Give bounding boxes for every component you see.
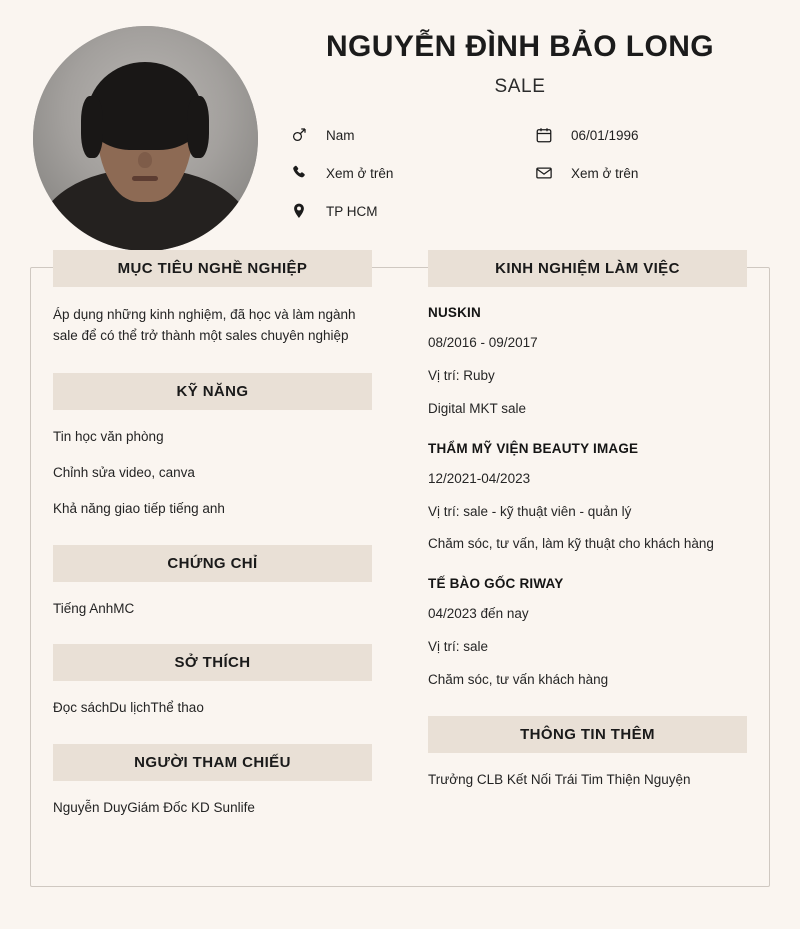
section-objective-title: MỤC TIÊU NGHỀ NGHIỆP bbox=[53, 250, 372, 287]
section-experience-title: KINH NGHIỆM LÀM VIỆC bbox=[428, 250, 747, 287]
cv-columns bbox=[31, 250, 769, 840]
company-name: THẨM MỸ VIỆN BEAUTY IMAGE bbox=[428, 440, 639, 456]
experience-item bbox=[428, 305, 747, 419]
section-certificates bbox=[53, 545, 372, 619]
job-role: SALE bbox=[494, 76, 546, 97]
contact-grid bbox=[270, 126, 770, 220]
cv-body-frame bbox=[30, 260, 770, 887]
photo-nose bbox=[138, 152, 152, 168]
photo-container bbox=[30, 22, 260, 251]
contact-gender-value: Nam bbox=[326, 127, 355, 143]
gender-icon bbox=[290, 126, 316, 144]
contact-birthday-value: 06/01/1996 bbox=[571, 127, 639, 143]
list-item: Khả năng giao tiếp tiếng anh bbox=[53, 500, 225, 516]
objective-text: Áp dụng những kinh nghiệm, đã học và làm ngành sale để có thể trở thành một sales chuyên nghiệp bbox=[53, 307, 356, 343]
contact-location-value: TP HCM bbox=[326, 203, 378, 219]
section-experience bbox=[428, 250, 747, 690]
avatar bbox=[33, 26, 258, 251]
job-description: Chăm sóc, tư vấn khách hàng bbox=[428, 672, 609, 688]
list-item: Trưởng CLB Kết Nối Trái Tim Thiện Nguyện bbox=[428, 772, 691, 788]
company-name: TẾ BÀO GỐC RIWAY bbox=[428, 576, 564, 592]
location-icon bbox=[290, 202, 316, 220]
page-title: NGUYỄN ĐÌNH BẢO LONG bbox=[325, 30, 714, 63]
cv-header bbox=[0, 0, 800, 251]
references-list bbox=[53, 799, 372, 818]
contact-birthday bbox=[535, 126, 770, 144]
section-skills bbox=[53, 373, 372, 519]
section-skills-title: KỸ NĂNG bbox=[53, 373, 372, 410]
section-hobbies bbox=[53, 644, 372, 718]
contact-location bbox=[290, 202, 525, 220]
contact-email-value: Xem ở trên bbox=[571, 165, 639, 181]
contact-phone-value: Xem ở trên bbox=[326, 165, 394, 181]
section-hobbies-title: SỞ THÍCH bbox=[53, 644, 372, 681]
job-position: Vị trí: sale - kỹ thuật viên - quản lý bbox=[428, 503, 632, 519]
job-position: Vị trí: Ruby bbox=[428, 367, 495, 383]
company-name: NUSKIN bbox=[428, 305, 481, 320]
certificates-list bbox=[53, 600, 372, 619]
list-item: Đọc sáchDu lịchThể thao bbox=[53, 700, 204, 716]
job-description: Digital MKT sale bbox=[428, 400, 527, 416]
section-references-title: NGƯỜI THAM CHIẾU bbox=[53, 744, 372, 781]
section-extra-info-title: THÔNG TIN THÊM bbox=[428, 716, 747, 753]
section-objective bbox=[53, 250, 372, 347]
section-extra-info bbox=[428, 716, 747, 790]
list-item: Chỉnh sửa video, canva bbox=[53, 464, 195, 480]
skills-list bbox=[53, 428, 372, 519]
photo-mouth bbox=[132, 176, 158, 181]
list-item: Tiếng AnhMC bbox=[53, 600, 135, 616]
header-info bbox=[260, 22, 770, 220]
job-period: 04/2023 đến nay bbox=[428, 606, 529, 622]
mail-icon bbox=[535, 164, 561, 182]
section-certificates-title: CHỨNG CHỈ bbox=[53, 545, 372, 582]
job-period: 12/2021-04/2023 bbox=[428, 470, 531, 486]
phone-icon bbox=[290, 164, 316, 182]
contact-gender bbox=[290, 126, 525, 144]
extra-info-list bbox=[428, 771, 747, 790]
list-item: Tin học văn phòng bbox=[53, 428, 164, 444]
experience-item bbox=[428, 441, 747, 555]
job-description: Chăm sóc, tư vấn, làm kỹ thuật cho khách hàng bbox=[428, 536, 714, 552]
list-item: Nguyễn DuyGiám Đốc KD Sunlife bbox=[53, 800, 255, 816]
left-column bbox=[53, 250, 400, 818]
calendar-icon bbox=[535, 126, 561, 144]
job-period: 08/2016 - 09/2017 bbox=[428, 335, 538, 350]
job-position: Vị trí: sale bbox=[428, 639, 489, 655]
hobbies-list bbox=[53, 699, 372, 718]
section-references bbox=[53, 744, 372, 818]
contact-phone bbox=[290, 164, 525, 182]
right-column bbox=[400, 250, 747, 818]
experience-item bbox=[428, 576, 747, 690]
contact-email bbox=[535, 164, 770, 182]
